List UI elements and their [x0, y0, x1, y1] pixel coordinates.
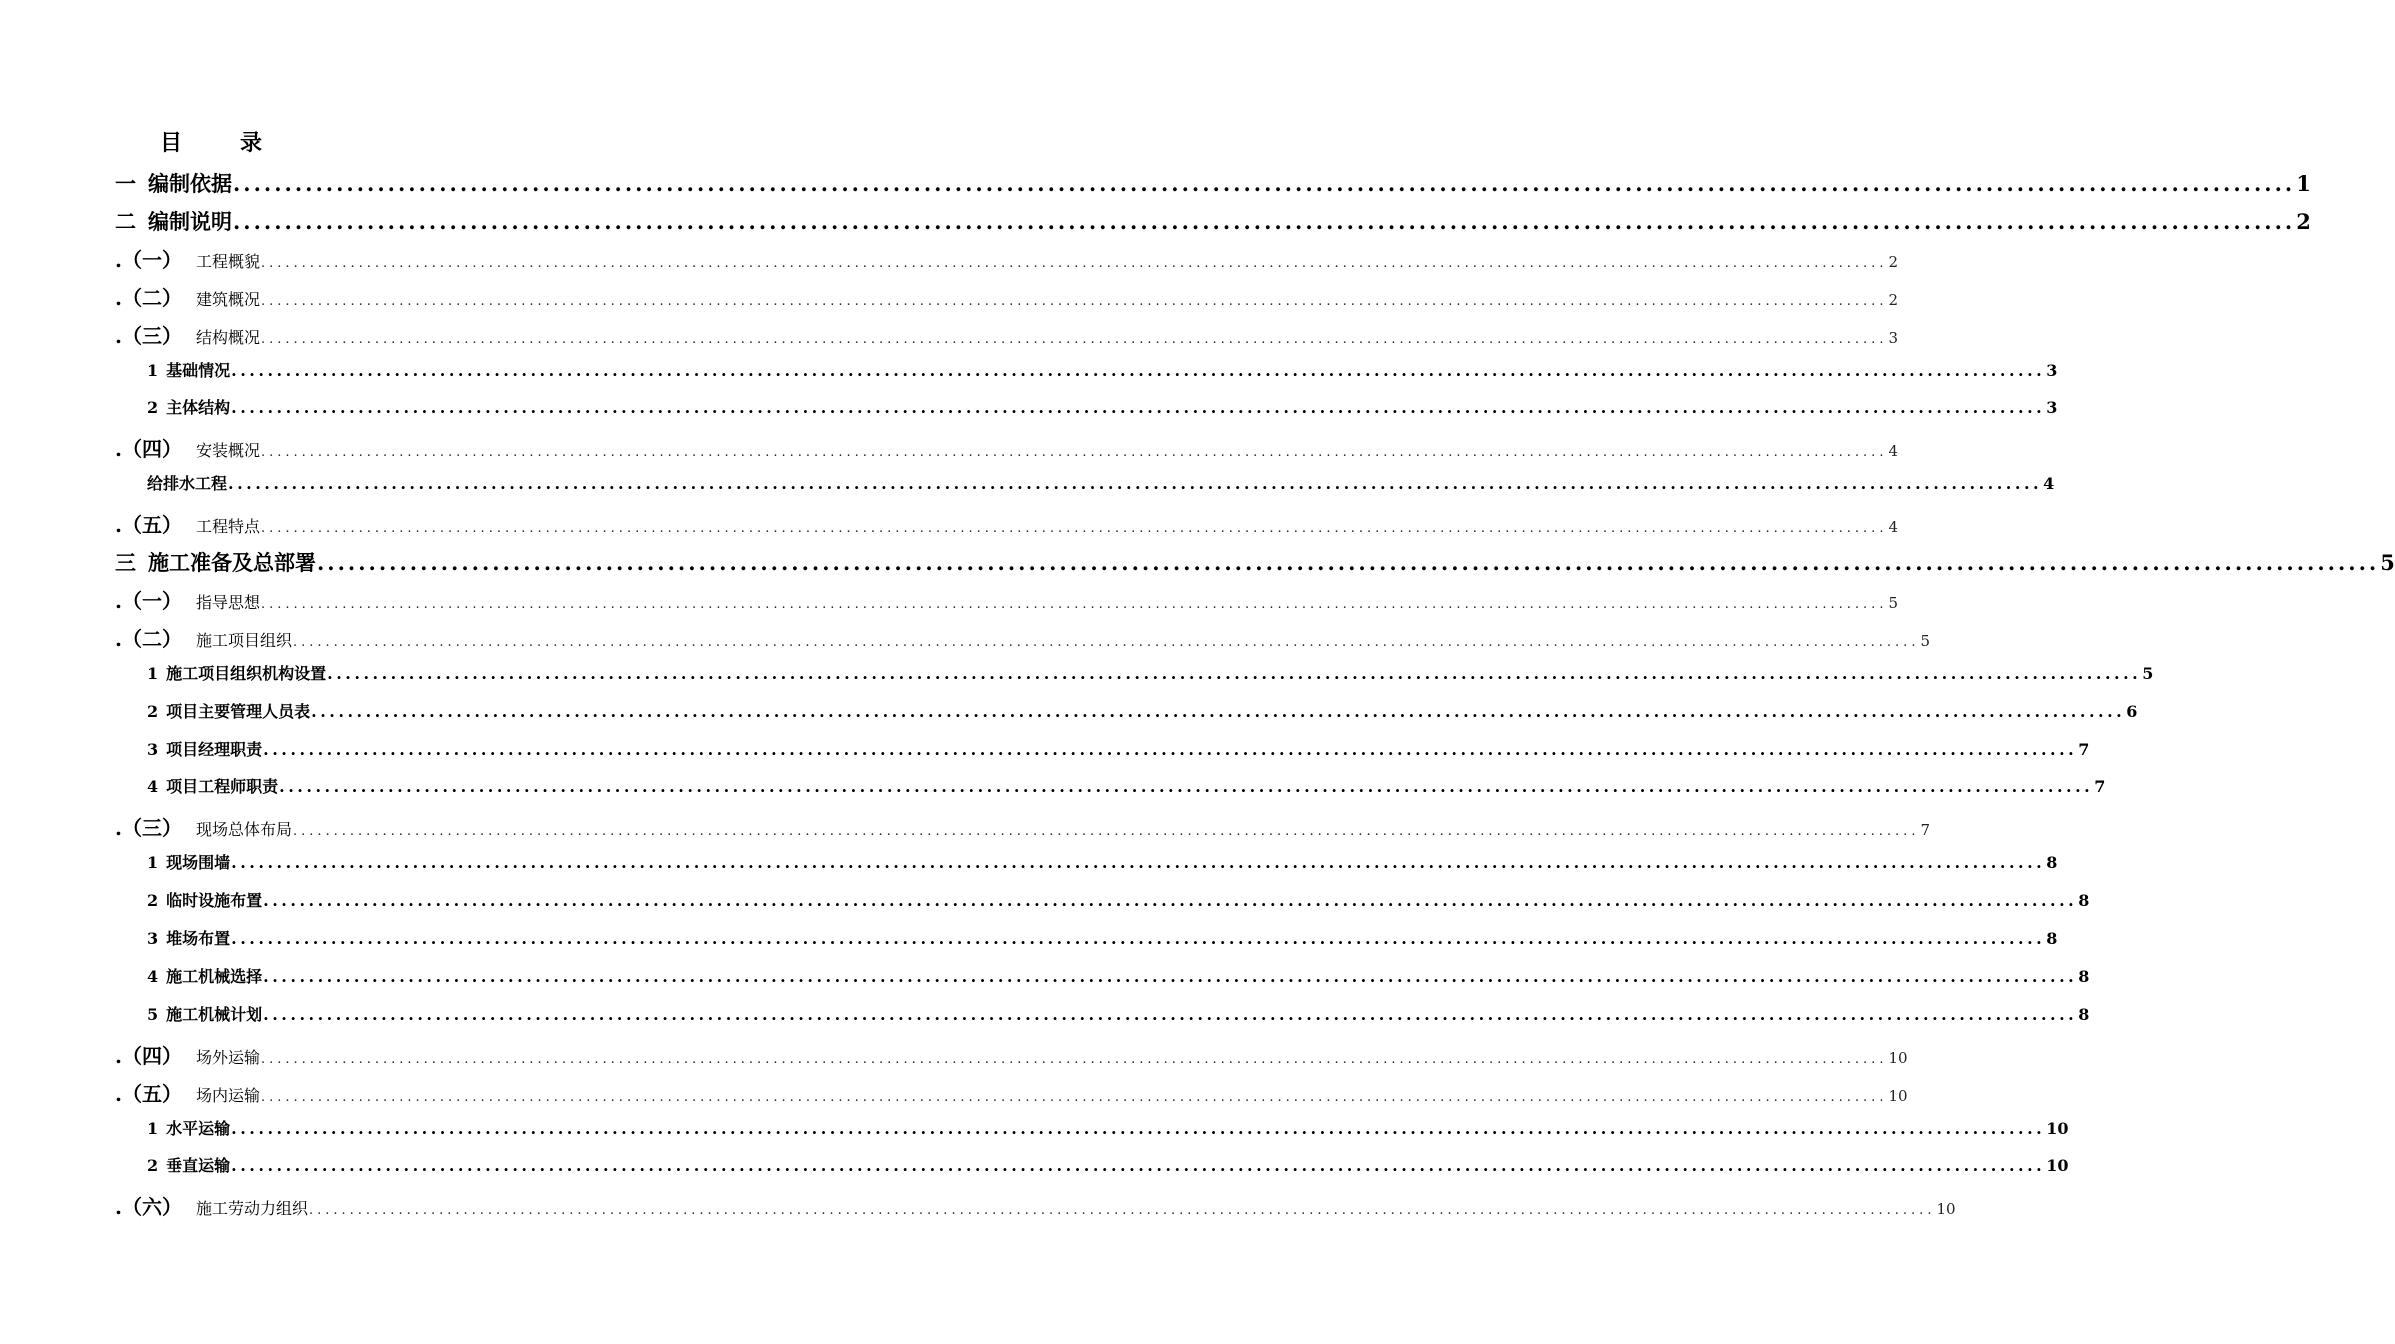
- toc-entry-label: [115, 320, 260, 349]
- toc-entry-text: 指导思想: [195, 592, 260, 612]
- toc-entry-label: [115, 547, 316, 577]
- toc-entry-text: 场外运输: [195, 1047, 260, 1067]
- toc-leader-dots: ........................................................................................................................................................................................................: [263, 891, 2078, 911]
- toc-entry-number: .（一）: [115, 247, 182, 272]
- toc-page-number: 4: [1888, 518, 1898, 537]
- toc-entry-label: [115, 168, 232, 198]
- toc-entry-text: 主体结构: [166, 398, 231, 418]
- toc-entry-text: 基础情况: [166, 360, 231, 380]
- toc-leader-dots: ........................................................................................................................................................................................................: [233, 208, 2296, 234]
- toc-entry-number: 2: [147, 891, 159, 911]
- toc-page-number: 2: [2296, 208, 2311, 234]
- toc-entry[interactable]: [147, 737, 2090, 760]
- toc-entry-text: 施工机械计划: [166, 1004, 263, 1024]
- toc-leader-dots: ........................................................................................................................................................................................................: [260, 331, 1888, 347]
- toc-entry-label: [115, 509, 260, 538]
- toc-entry-number: 5: [147, 1004, 159, 1024]
- toc-entry-number: 2: [147, 701, 159, 721]
- toc-entry-label: [147, 774, 278, 797]
- toc-entry-text: 安装概况: [195, 441, 260, 461]
- toc-entry-text: 水平运输: [166, 1118, 231, 1138]
- toc-page-number: 10: [1888, 1048, 1908, 1067]
- toc-entry-text: 临时设施布置: [166, 891, 263, 911]
- toc-entry-label: [147, 1002, 262, 1025]
- toc-page-number: 1: [2296, 171, 2311, 196]
- toc-entry-number: 1: [147, 1118, 159, 1138]
- toc-page-number: 2: [1888, 290, 1898, 309]
- toc-entry-number: 1: [147, 853, 159, 873]
- toc-leader-dots: ........................................................................................................................................................................................................: [260, 255, 1888, 271]
- toc-entry-number: 二: [115, 208, 136, 234]
- toc-page-number: 8: [2078, 1004, 2090, 1024]
- toc-leader-dots: ........................................................................................................................................................................................................: [292, 824, 1920, 840]
- toc-entry[interactable]: [147, 661, 2154, 684]
- toc-entry-number: .（三）: [115, 323, 182, 348]
- toc-page-number: 8: [2046, 929, 2058, 948]
- toc-page-number: 8: [2078, 891, 2090, 911]
- toc-entry-text: 堆场布置: [166, 929, 231, 948]
- toc-entry[interactable]: [115, 433, 1898, 462]
- toc-entry-text: 项目经理职责: [166, 739, 263, 759]
- toc-title: [160, 126, 264, 157]
- toc-entry-label: [115, 623, 292, 652]
- toc-entry-number: 2: [147, 1156, 159, 1176]
- toc-entry[interactable]: [115, 547, 2395, 577]
- toc-entry-text: 现场围墙: [166, 853, 231, 873]
- toc-leader-dots: ........................................................................................................................................................................................................: [228, 474, 2043, 494]
- toc-entry[interactable]: [115, 168, 2311, 198]
- toc-entry-label: [115, 206, 232, 236]
- toc-page-number: 3: [1888, 328, 1898, 347]
- toc-entry-number: .（四）: [115, 1043, 182, 1068]
- toc-entry-number: .（四）: [115, 437, 182, 462]
- toc-entry-label: [115, 244, 260, 273]
- toc-entry[interactable]: [147, 471, 2055, 494]
- toc-entry-number: .（三）: [115, 816, 182, 841]
- toc-leader-dots: ........................................................................................................................................................................................................: [263, 739, 2078, 759]
- toc-entry[interactable]: [115, 812, 1930, 841]
- toc-leader-dots: ........................................................................................................................................................................................................: [260, 1051, 1888, 1067]
- toc-entry-text: 项目主要管理人员表: [166, 701, 311, 721]
- toc-entry[interactable]: [147, 1153, 2069, 1176]
- toc-entry[interactable]: [147, 358, 2058, 381]
- toc-leader-dots: ........................................................................................................................................................................................................: [317, 550, 2380, 575]
- toc-entry-number: .（五）: [115, 1081, 182, 1106]
- toc-entry-label: [147, 964, 262, 987]
- toc-entry-number: 2: [147, 398, 159, 418]
- toc-entry-label: [147, 395, 230, 418]
- toc-entry-text: 工程概貌: [195, 251, 260, 271]
- toc-page-number: 2: [1888, 252, 1898, 271]
- toc-leader-dots: ........................................................................................................................................................................................................: [260, 1089, 1888, 1105]
- toc-page-number: 8: [2046, 853, 2058, 873]
- toc-entry-label: [147, 358, 230, 381]
- toc-page-number: 5: [1920, 631, 1930, 650]
- toc-entry-label: [147, 850, 230, 873]
- toc-entry-number: 3: [147, 739, 159, 759]
- toc-entry[interactable]: [147, 926, 2058, 949]
- toc-entry-number: 4: [147, 966, 159, 986]
- toc-leader-dots: ........................................................................................................................................................................................................: [311, 701, 2126, 721]
- toc-page-number: 10: [2046, 1156, 2069, 1176]
- toc-leader-dots: ........................................................................................................................................................................................................: [233, 171, 2296, 196]
- toc-entry-label: [115, 1040, 260, 1069]
- toc-entry-label: [147, 471, 227, 494]
- toc-entry-text: 编制说明: [148, 208, 232, 234]
- toc-entry-text: 项目工程师职责: [166, 777, 279, 797]
- toc-leader-dots: ........................................................................................................................................................................................................: [231, 1118, 2046, 1138]
- toc-page-number: 5: [2380, 550, 2395, 575]
- toc-leader-dots: ........................................................................................................................................................................................................: [231, 1156, 2046, 1176]
- toc-entry-text: 施工项目组织: [195, 630, 292, 650]
- toc-entry[interactable]: [147, 1116, 2069, 1139]
- toc-entry[interactable]: [115, 509, 1898, 538]
- toc-page-number: 10: [1888, 1086, 1908, 1105]
- toc-leader-dots: ........................................................................................................................................................................................................: [231, 360, 2046, 380]
- toc-leader-dots: ........................................................................................................................................................................................................: [260, 521, 1888, 537]
- toc-page-number: 4: [1888, 442, 1898, 461]
- toc-entry-number: 4: [147, 777, 159, 797]
- toc-page-number: 7: [2078, 739, 2090, 759]
- toc-entry[interactable]: [115, 206, 2311, 236]
- toc-leader-dots: ........................................................................................................................................................................................................: [263, 1004, 2078, 1024]
- toc-leader-dots: ........................................................................................................................................................................................................: [327, 663, 2142, 683]
- toc-entry-label: [115, 1191, 308, 1220]
- toc-entry[interactable]: [147, 850, 2058, 873]
- toc-entry-text: 施工准备及总部署: [148, 550, 316, 575]
- toc-entry[interactable]: [115, 282, 1898, 311]
- toc-entry-label: [147, 926, 230, 949]
- toc-entry[interactable]: [115, 244, 1898, 273]
- toc-entry[interactable]: [147, 964, 2090, 987]
- toc-leader-dots: ........................................................................................................................................................................................................: [279, 777, 2094, 797]
- toc-entry-text: 垂直运输: [166, 1156, 231, 1176]
- toc-entry-text: 施工机械选择: [166, 966, 263, 986]
- toc-entry-number: 三: [115, 550, 136, 575]
- toc-page-number: 4: [2043, 474, 2055, 494]
- toc-leader-dots: ........................................................................................................................................................................................................: [260, 445, 1888, 461]
- toc-entry-number: 1: [147, 663, 159, 683]
- toc-entry-text: 给排水工程: [147, 474, 228, 494]
- toc-title-left: 目: [160, 130, 185, 156]
- toc-entry-label: [147, 737, 262, 760]
- toc-leader-dots: ........................................................................................................................................................................................................: [260, 293, 1888, 309]
- toc-leader-dots: ........................................................................................................................................................................................................: [231, 398, 2046, 418]
- toc-entry-text: 施工项目组织机构设置: [166, 663, 327, 683]
- toc-leader-dots: ........................................................................................................................................................................................................: [231, 929, 2046, 948]
- toc-title-right: 录: [240, 130, 265, 156]
- toc-entry-text: 建筑概况: [195, 289, 260, 309]
- toc-entry-text: 工程特点: [195, 517, 260, 537]
- toc-entry-label: [147, 661, 326, 684]
- toc-entry-number: 一: [115, 171, 136, 196]
- toc-entry-text: 施工劳动力组织: [195, 1199, 308, 1219]
- toc-page-number: 5: [1888, 593, 1898, 612]
- toc-entry[interactable]: [115, 1040, 1908, 1069]
- toc-page-number: 7: [1920, 821, 1930, 840]
- toc-entry-text: 现场总体布局: [195, 820, 292, 840]
- toc-entry-label: [115, 433, 260, 462]
- toc-page-number: 5: [2142, 663, 2154, 683]
- toc-page-number: 10: [2046, 1118, 2069, 1138]
- toc-entry-label: [115, 585, 260, 614]
- toc-leader-dots: ........................................................................................................................................................................................................: [308, 1203, 1936, 1219]
- toc-page-number: 8: [2078, 966, 2090, 986]
- toc-page-number: 10: [1936, 1200, 1956, 1219]
- toc-entry-label: [147, 1153, 230, 1176]
- toc-entry-number: 3: [147, 929, 159, 948]
- toc-entry-number: 1: [147, 360, 159, 380]
- toc-leader-dots: ........................................................................................................................................................................................................: [260, 596, 1888, 612]
- toc-leader-dots: ........................................................................................................................................................................................................: [263, 966, 2078, 986]
- toc-entry-number: .（六）: [115, 1195, 182, 1220]
- toc-page-number: 7: [2094, 777, 2106, 797]
- toc-entry-text: 编制依据: [148, 171, 232, 196]
- toc-entry-text: 场内运输: [195, 1085, 260, 1105]
- toc-entry[interactable]: [115, 623, 1930, 652]
- toc-entry[interactable]: [115, 1078, 1908, 1107]
- toc-entry-label: [147, 699, 310, 722]
- toc-entry[interactable]: [147, 395, 2058, 418]
- toc-entry-number: .（二）: [115, 626, 182, 651]
- toc-entry-label: [115, 282, 260, 311]
- toc-entry-label: [147, 888, 262, 911]
- toc-leader-dots: ........................................................................................................................................................................................................: [231, 853, 2046, 873]
- toc-entry-number: .（五）: [115, 513, 182, 538]
- toc-entry[interactable]: [115, 1191, 1956, 1220]
- toc-entry[interactable]: [115, 585, 1898, 614]
- toc-leader-dots: ........................................................................................................................................................................................................: [292, 634, 1920, 650]
- toc-entry-number: .（二）: [115, 285, 182, 310]
- toc-entry-text: 结构概况: [195, 327, 260, 347]
- toc-entry[interactable]: [115, 320, 1898, 349]
- toc-entry[interactable]: [147, 888, 2090, 911]
- toc-entry-label: [147, 1116, 230, 1139]
- toc-entry[interactable]: [147, 699, 2138, 722]
- toc-page-number: 6: [2126, 701, 2138, 721]
- toc-entry-label: [115, 812, 292, 841]
- toc-entry[interactable]: [147, 774, 2106, 797]
- toc-page-number: 3: [2046, 398, 2058, 418]
- toc-entry-number: .（一）: [115, 588, 182, 613]
- toc-entry[interactable]: [147, 1002, 2090, 1025]
- toc-page-number: 3: [2046, 360, 2058, 380]
- toc-entry-label: [115, 1078, 260, 1107]
